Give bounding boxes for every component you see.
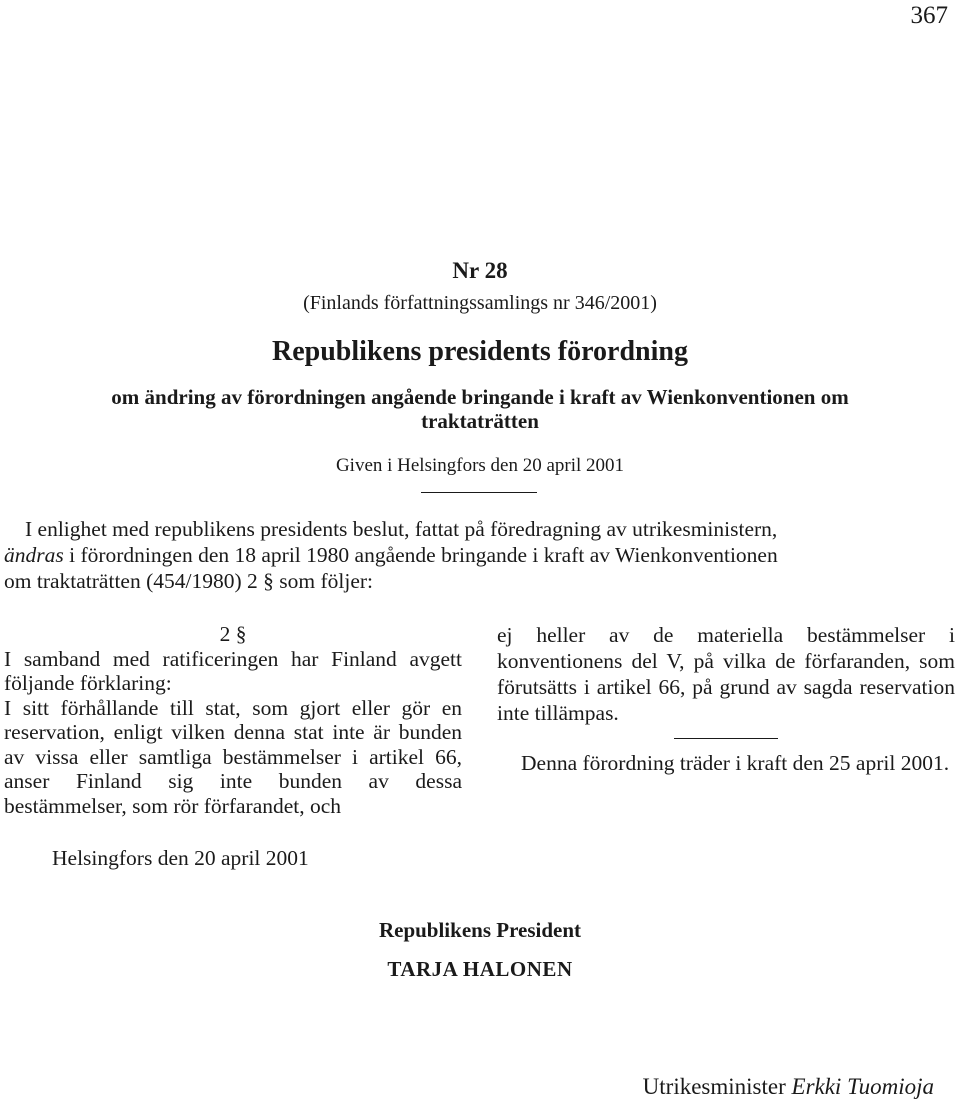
- countersignature: [643, 1074, 934, 1100]
- subtitle-line-1: om ändring av förordningen angående bringande i kraft av Wienkonventionen om: [111, 385, 849, 409]
- signatory-name: TARJA HALONEN: [387, 957, 573, 981]
- preamble-line-2: ändras i förordningen den 18 april 1980 angående bringande i kraft av Wienkonventionen: [4, 543, 778, 567]
- left-column: [4, 622, 462, 818]
- right-column: [497, 622, 955, 776]
- signatory-title: Republikens President: [378, 918, 582, 942]
- entry-into-force: Denna förordning träder i kraft den 25 april 2001.: [521, 751, 950, 775]
- divider-rule: [421, 492, 537, 493]
- declaration-text-continued: ej heller av de materiella bestämmelser i konventionens del V, på vilka de förfaranden, som förutsätts i artikel 66, på grund av sagda reservation inte tillämpas.: [497, 623, 955, 725]
- statute-number: Nr 28: [452, 258, 508, 283]
- preamble: [4, 516, 954, 594]
- place-and-date: Helsingfors den 20 april 2001: [52, 846, 309, 870]
- divider-rule: [674, 738, 778, 739]
- collection-reference: (Finlands författningssamlings nr 346/2001): [303, 292, 657, 314]
- page-number: 367: [910, 2, 948, 29]
- document-subtitle: [20, 385, 940, 433]
- subtitle-line-2: traktaträtten: [421, 409, 539, 433]
- minister-role: Utrikesminister: [642, 1074, 786, 1099]
- preamble-line-3: om traktaträtten (454/1980) 2 § som följer:: [4, 569, 373, 593]
- given-date: Given i Helsingfors den 20 april 2001: [335, 455, 625, 476]
- amended-word: ändras: [4, 543, 64, 567]
- declaration-text: I sitt förhållande till stat, som gjort eller gör en reservation, enligt vilken denna stat inte är bunden av vissa eller samtliga bestämmelser i artikel 66, anser Finland sig inte bunden av dessa bestämmelser, som rör förfarandet, och: [4, 695, 462, 818]
- preamble-line-1: I enlighet med republikens presidents beslut, fattat på föredragning av utrikesministern,: [25, 517, 778, 541]
- section-heading: 2 §: [219, 622, 247, 646]
- declaration-intro: I samband med ratificeringen har Finland avgett följande förklaring:: [4, 646, 462, 695]
- document-title: Republikens presidents förordning: [272, 336, 688, 367]
- minister-name: Erkki Tuomioja: [791, 1074, 934, 1099]
